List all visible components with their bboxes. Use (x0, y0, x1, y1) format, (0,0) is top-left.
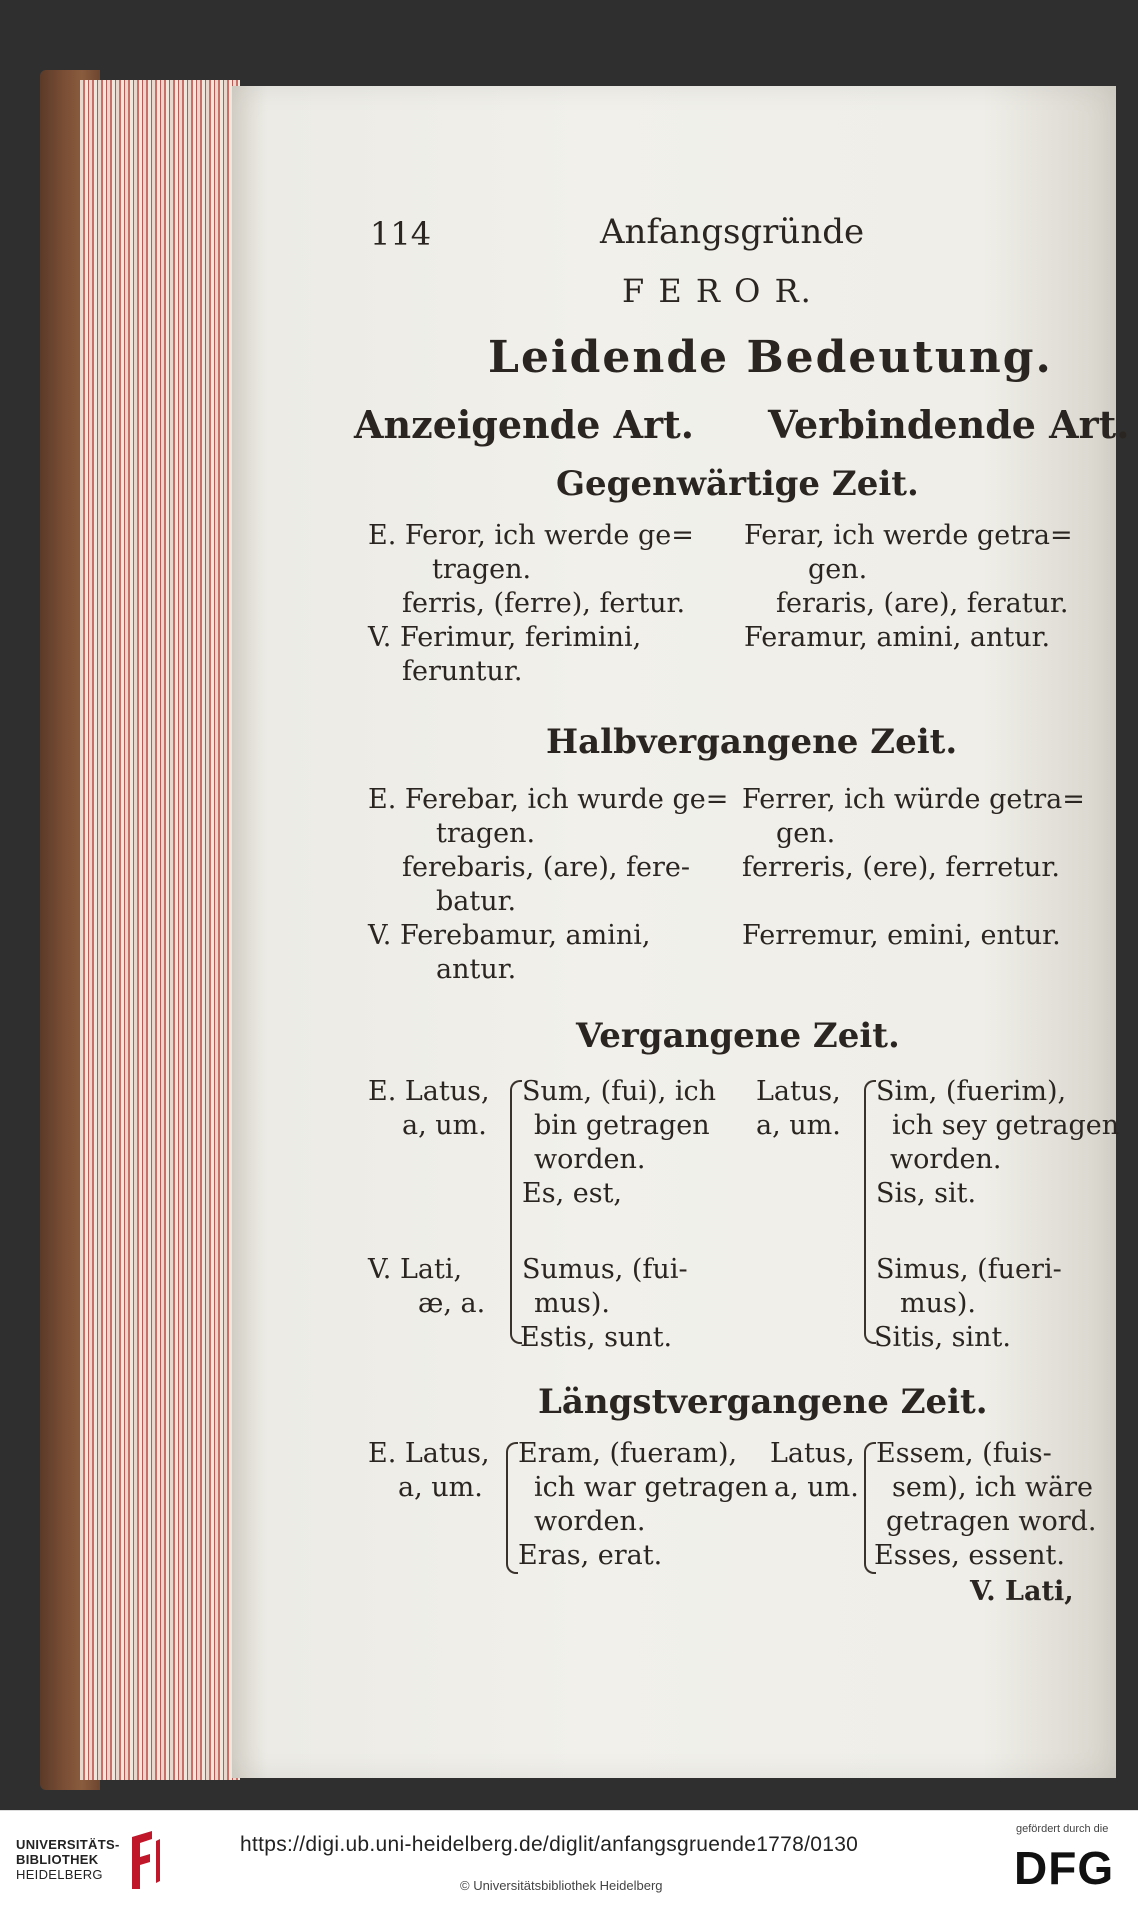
imperfect-left-line: batur. (436, 886, 517, 917)
pluperfect-right-form: getragen word. (886, 1506, 1097, 1537)
imperfect-left-line: tragen. (436, 818, 536, 849)
page-number: 114 (370, 215, 432, 253)
perfect-left-form: Sumus, (fui- (522, 1254, 688, 1285)
imperfect-right-line: Ferrer, ich würde getra= (742, 784, 1085, 815)
imperfect-left-line: ferebaris, (are), fere- (402, 852, 690, 883)
catchword: V. Lati, (970, 1576, 1074, 1607)
imperfect-right-line: ferreris, (ere), ferretur. (742, 852, 1060, 883)
imperfect-right-line: gen. (776, 818, 836, 849)
pluperfect-right-form: Essem, (fuis- (876, 1438, 1052, 1469)
copyright-notice: © Universitätsbibliothek Heidelberg (460, 1878, 663, 1893)
perfect-right-form: mus). (900, 1288, 976, 1319)
perfect-right-participle: a, um. (756, 1110, 841, 1141)
perfect-left-participle: V. Lati, (368, 1254, 463, 1285)
perfect-left-form: bin getragen (534, 1110, 710, 1141)
library-logo-icon (126, 1829, 162, 1891)
pluperfect-right-form: sem), ich wäre (892, 1472, 1093, 1503)
present-left-line: feruntur. (402, 656, 523, 687)
perfect-left-participle: E. Latus, (368, 1076, 490, 1107)
present-right-line: feraris, (are), feratur. (776, 588, 1069, 619)
permalink-url[interactable]: https://digi.ub.uni-heidelberg.de/diglit/anfangsgruende1778/0130 (240, 1833, 859, 1856)
pluperfect-right-participle: Latus, (770, 1438, 855, 1469)
library-logo-line: BIBLIOTHEK (16, 1852, 99, 1867)
col-right-heading: Verbindende Art. (768, 402, 1130, 447)
brace-pluperfect-left (506, 1442, 518, 1574)
imperfect-left-line: antur. (436, 954, 517, 985)
library-logo-line: UNIVERSITÄTS- (16, 1837, 120, 1852)
present-right-line: gen. (808, 554, 868, 585)
perfect-right-form: Simus, (fueri- (876, 1254, 1062, 1285)
imperfect-right-line: Ferremur, emini, entur. (742, 920, 1061, 951)
pluperfect-left-participle: E. Latus, (368, 1438, 490, 1469)
perfect-left-form: Estis, sunt. (520, 1322, 673, 1353)
present-left-line: E. Feror, ich werde ge= (368, 520, 694, 551)
perfect-right-form: ich sey getragen (892, 1110, 1120, 1141)
pluperfect-left-form: Eras, erat. (518, 1540, 663, 1571)
perfect-left-form: mus). (534, 1288, 610, 1319)
pluperfect-right-participle: a, um. (774, 1472, 859, 1503)
present-left-line: V. Ferimur, ferimini, (368, 622, 642, 653)
pluperfect-left-form: worden. (534, 1506, 646, 1537)
brace-perfect-right (864, 1080, 876, 1344)
pluperfect-right-form: Esses, essent. (874, 1540, 1065, 1571)
imperfect-left-line: E. Ferebar, ich wurde ge= (368, 784, 729, 815)
present-right-line: Feramur, amini, antur. (744, 622, 1051, 653)
library-logo-line: HEIDELBERG (16, 1867, 103, 1882)
perfect-right-form: worden. (890, 1144, 1002, 1175)
present-heading: Gegenwärtige Zeit. (556, 464, 919, 504)
perfect-left-form: Sum, (fui), ich (522, 1076, 717, 1107)
present-left-line: tragen. (432, 554, 532, 585)
present-right-line: Ferar, ich werde getra= (744, 520, 1073, 551)
dfg-logo[interactable]: DFG (1014, 1842, 1115, 1894)
present-left-line: ferris, (ferre), fertur. (402, 588, 686, 619)
pluperfect-left-form: Eram, (fueram), (518, 1438, 738, 1469)
viewer-footer (0, 1810, 1138, 1914)
voice-heading: Leidende Bedeutung. (488, 332, 1053, 383)
col-left-heading: Anzeigende Art. (354, 402, 694, 447)
perfect-right-form: Sitis, sint. (874, 1322, 1011, 1353)
verb-title: F E R O R. (622, 272, 813, 310)
perfect-left-form: worden. (534, 1144, 646, 1175)
perfect-left-form: Es, est, (522, 1178, 622, 1209)
running-head: Anfangsgründe (600, 212, 865, 252)
funder-label: gefördert durch die (1016, 1823, 1109, 1835)
brace-perfect-left (510, 1080, 522, 1344)
perfect-right-form: Sis, sit. (876, 1178, 977, 1209)
library-logo[interactable] (16, 1837, 120, 1882)
perfect-left-participle: æ, a. (418, 1288, 486, 1319)
perfect-heading: Vergangene Zeit. (576, 1016, 900, 1056)
perfect-right-participle: Latus, (756, 1076, 841, 1107)
imperfect-left-line: V. Ferebamur, amini, (368, 920, 651, 951)
perfect-right-form: Sim, (fuerim), (876, 1076, 1067, 1107)
imperfect-heading: Halbvergangene Zeit. (546, 722, 958, 762)
pluperfect-left-participle: a, um. (398, 1472, 483, 1503)
perfect-left-participle: a, um. (402, 1110, 487, 1141)
pluperfect-heading: Längstvergangene Zeit. (538, 1382, 988, 1422)
pluperfect-left-form: ich war getragen (534, 1472, 769, 1503)
